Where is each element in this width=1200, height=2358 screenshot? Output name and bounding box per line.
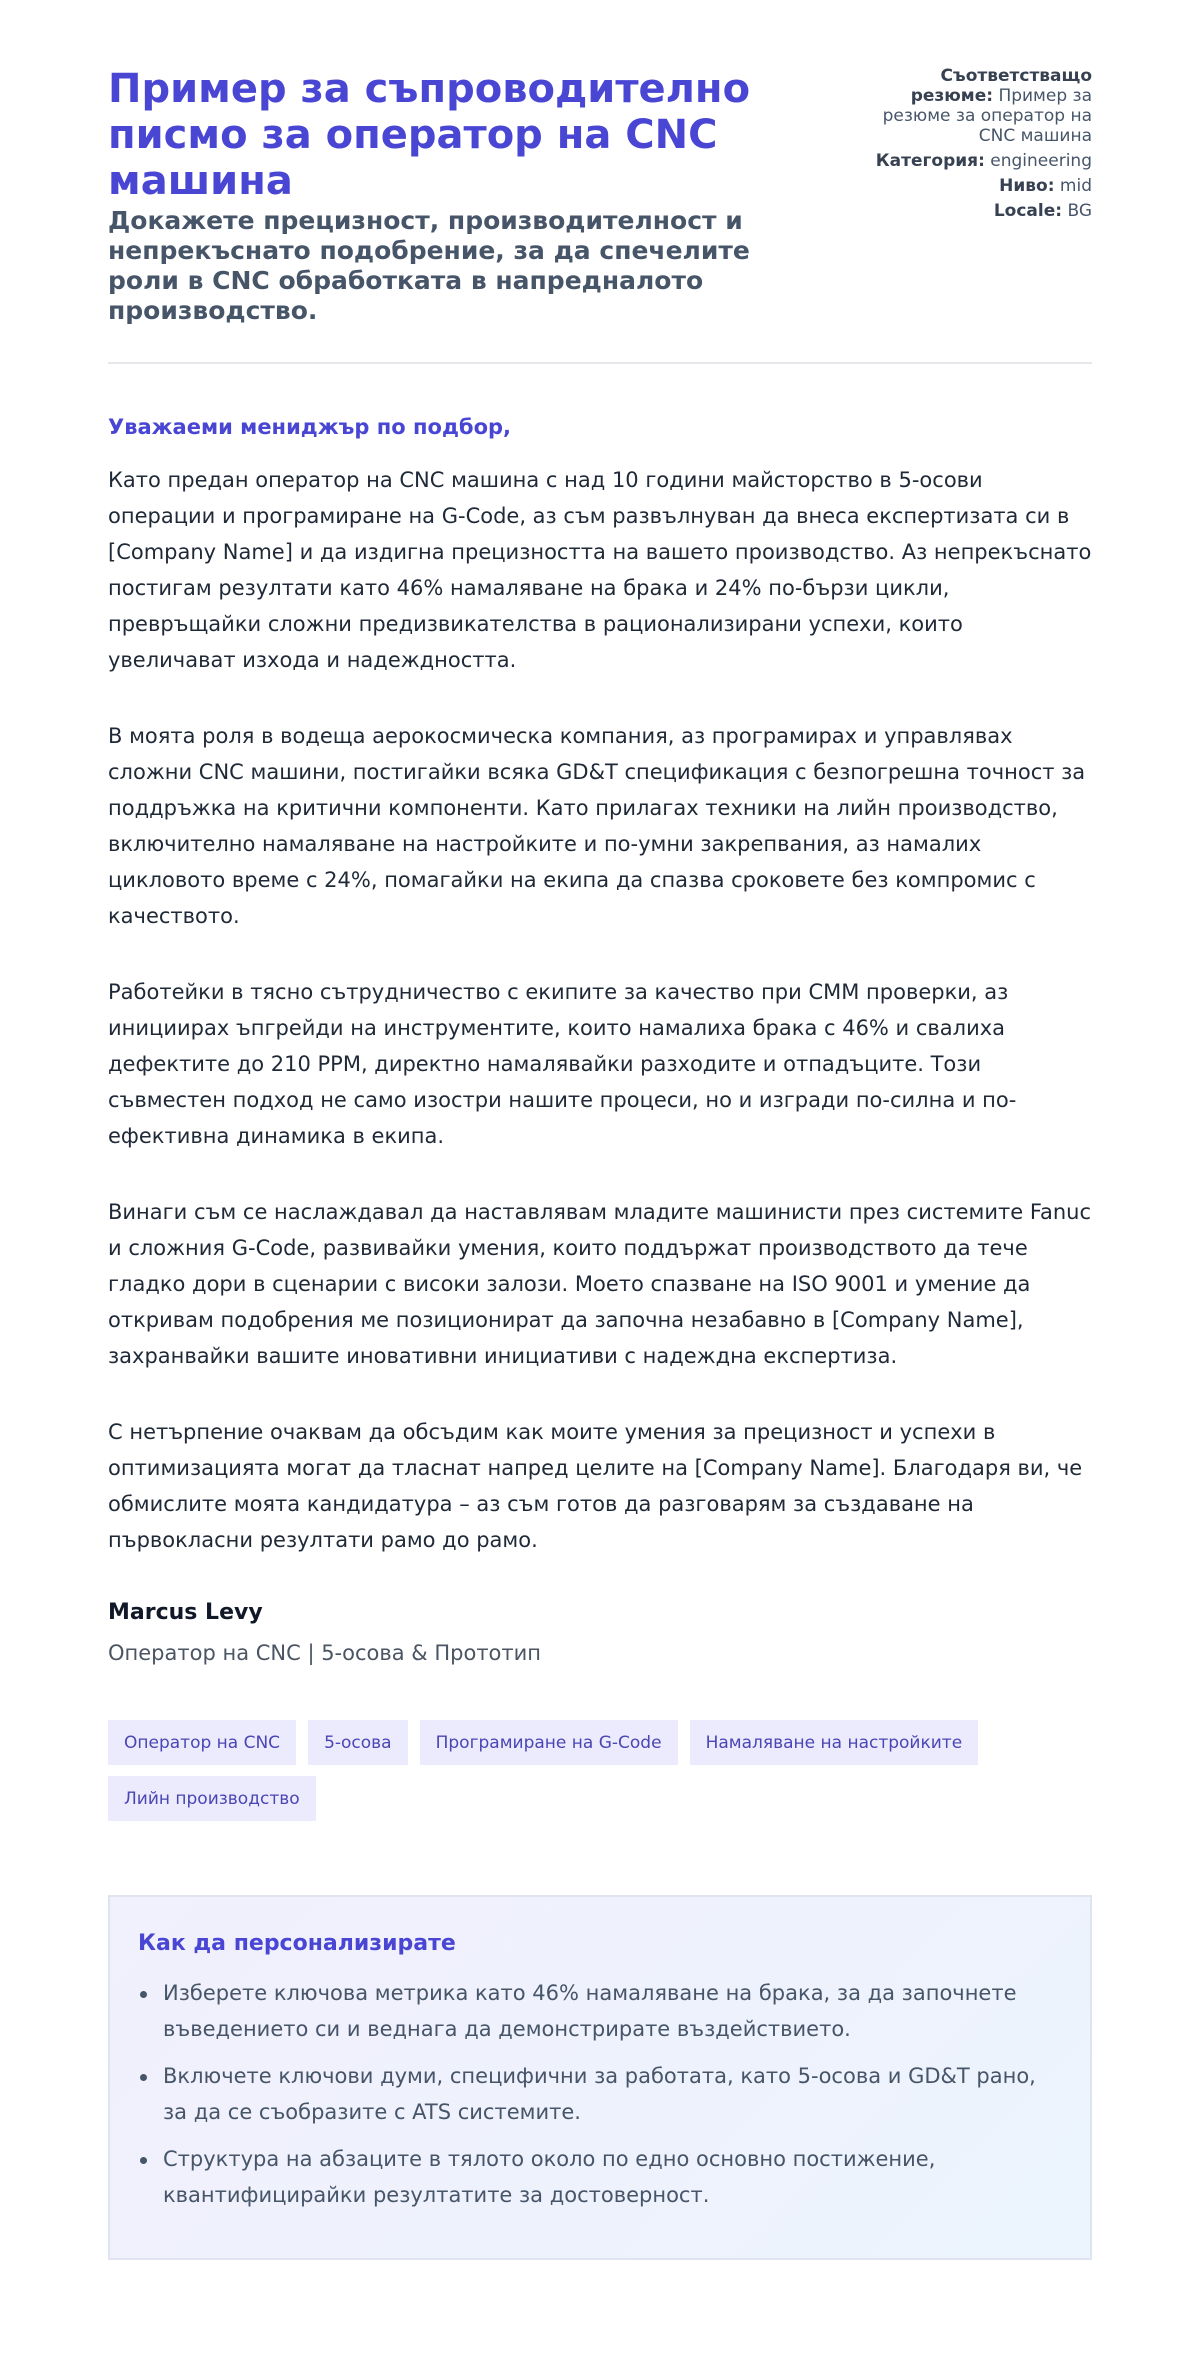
skill-tag[interactable]: Намаляване на настройките <box>690 1720 979 1765</box>
letter-paragraphs <box>108 462 1092 1558</box>
header-titles <box>108 66 798 326</box>
letter-paragraph: С нетърпение очаквам да обсъдим как моите умения за прецизност и успехи в оптимизацията могат да тласнат напред целите на [Company Name]. Благодаря ви, че обмислите моята кандидатура – аз съм готов да разговарям за създаване на първокласни резултати рамо до рамо. <box>108 1420 1083 1552</box>
letter-paragraph: Работейки в тясно сътрудничество с екипите за качество при CMM проверки, аз инициирах ъпгрейди на инструментите, които намалиха брака с 46% и свалиха дефектите до 210 PPM, директно намалявайки разходите и отпадъците. Този съвместен подход не само изостри нашите процеси, но и изгради по-силна и по-ефективна динамика в екипа. <box>108 980 1017 1148</box>
letter-paragraph: В моята роля в водеща аерокосмическа компания, аз програмирах и управлявах сложни CNC машини, постигайки всяка GD&T спецификация с безпогрешна точност за поддръжка на критични компоненти. Като прилагах техники на лийн производство, включително намаляване на настройките и по-умни закрепвания, аз намалих цикловото време с 24%, помагайки на екипа да спазва сроковете без компромис с качеството. <box>108 724 1086 928</box>
page-header <box>108 66 1092 364</box>
tip-item: Изберете ключова метрика като 46% намаляване на брака, за да започнете въведението си и веднага да демонстрирате въздействието. <box>138 1975 1062 2047</box>
meta-category-value: engineering <box>990 151 1092 171</box>
skill-tags <box>108 1720 1092 1821</box>
letter-paragraph: Като предан оператор на CNC машина с над 10 години майсторство в 5-осови операции и програмиране на G-Code, аз съм развълнуван да внеса експертизата си в [Company Name] и да издигна прецизността на вашето производство. Аз непрекъснато постигам резултати като 46% намаляване на брака и 24% по-бързи цикли, превръщайки сложни предизвикателства в рационализирани успехи, които увеличават изхода и надеждността. <box>108 468 1092 672</box>
signature-name: Marcus Levy <box>108 1600 263 1625</box>
skill-tag[interactable]: 5-осова <box>308 1720 408 1765</box>
page-title: Пример за съпроводително писмо за оператор на CNC машина <box>108 66 751 204</box>
skill-tag[interactable]: Оператор на CNC <box>108 1720 296 1765</box>
meta-panel <box>862 66 1092 226</box>
letter-paragraph: Винаги съм се наслаждавал да наставлявам младите машинисти през системите Fanuc и сложния G-Code, развивайки умения, които поддържат производството да тече гладко дори в сценарии с високи залози. Моето спазване на ISO 9001 и умение да откривам подобрения ме позиционират да започна незабавно в [Company Name], захранвайки вашите иновативни инициативи с надеждна експертиза. <box>108 1200 1092 1368</box>
meta-category <box>862 151 1092 171</box>
meta-locale-value: BG <box>1067 201 1092 221</box>
meta-locale <box>862 201 1092 221</box>
cover-letter-page <box>108 0 1092 2328</box>
skill-tag[interactable]: Програмиране на G-Code <box>420 1720 678 1765</box>
meta-level <box>862 176 1092 196</box>
meta-resume <box>862 66 1092 146</box>
signature-role: Оператор на CNC | 5-осова & Прототип <box>108 1641 542 1665</box>
skill-tag[interactable]: Лийн производство <box>108 1776 316 1821</box>
tips-title: Как да персонализирате <box>138 1931 456 1956</box>
meta-resume-value: Пример за резюме за оператор на CNC машина <box>882 86 1092 146</box>
letter-body <box>108 412 1092 1668</box>
meta-resume-label: Съответстващо резюме: <box>910 66 1092 106</box>
customize-tips-box <box>108 1895 1092 2260</box>
meta-locale-label: Locale: <box>993 201 1063 221</box>
page-subtitle: Докажете прецизност, производителност и непрекъснато подобрение, за да спечелите роли в CNC обработката в напредналото производство. <box>108 206 750 325</box>
meta-level-label: Ниво: <box>999 176 1055 196</box>
letter-greeting: Уважаеми мениджър по подбор, <box>108 415 512 439</box>
tips-list <box>138 1975 1062 2213</box>
tip-item: Структура на абзаците в тялото около по едно основно постижение, квантифицирайки резултатите за достоверност. <box>138 2141 1062 2213</box>
meta-level-value: mid <box>1059 176 1092 196</box>
meta-category-label: Категория: <box>875 151 985 171</box>
tip-item: Включете ключови думи, специфични за работата, като 5-осова и GD&T рано, за да се съобразите с ATS системите. <box>138 2058 1062 2130</box>
signature <box>108 1598 1092 1668</box>
